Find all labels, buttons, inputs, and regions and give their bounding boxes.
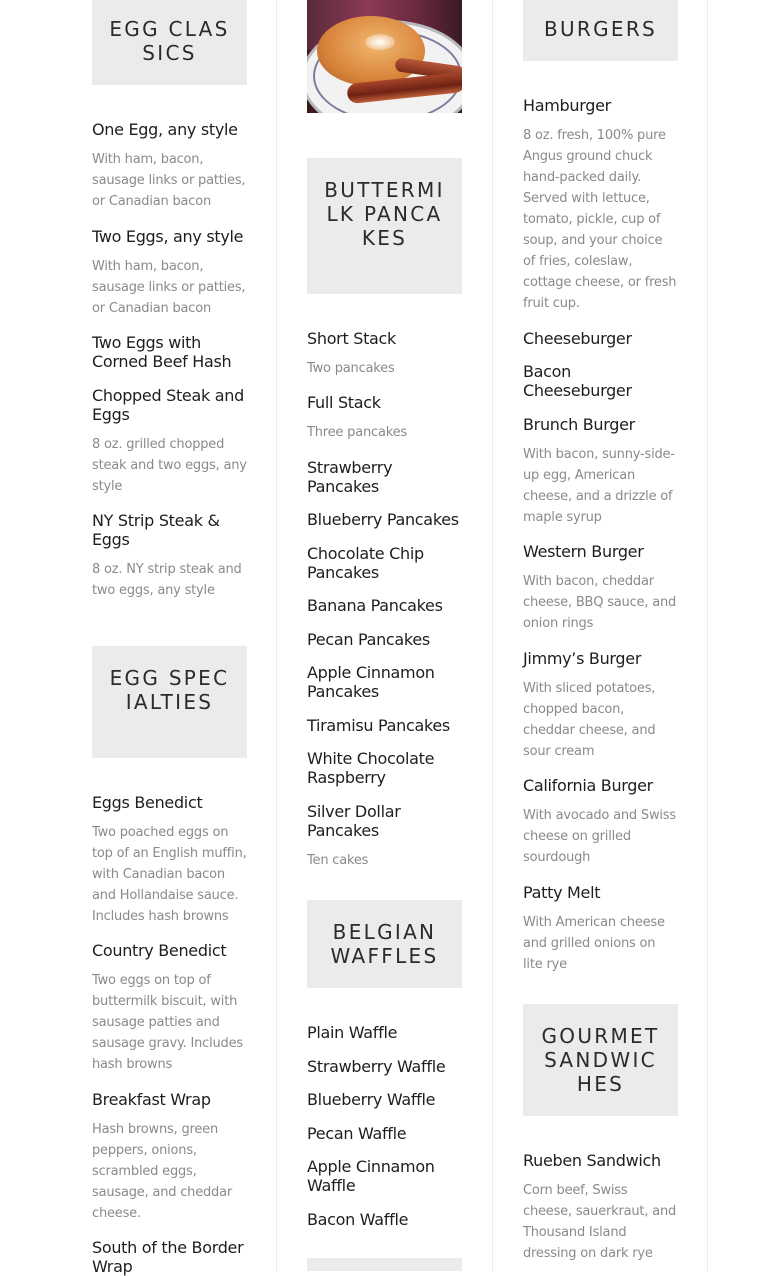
menu-item-desc: Two poached eggs on top of an English muffin, with Canadian bacon and Hollandaise sauce. Includes hash browns [92,825,247,924]
menu-item-desc: With bacon, sunny-side-up egg, American cheese, and a drizzle of maple syrup [523,447,675,525]
menu-item-name: Pecan Waffle [307,1124,407,1143]
menu-item-name: Cheeseburger [523,329,632,348]
menu-item-desc: With bacon, cheddar cheese, BBQ sauce, and onion rings [523,574,677,631]
menu-item-name: Bacon Waffle [307,1210,409,1229]
menu-item-name: Tiramisu Pancakes [307,716,450,735]
menu-item-name: Strawberry Pancakes [307,458,393,496]
menu-item-desc: 8 oz. fresh, 100% pure Angus ground chuck hand-packed daily. Served with lettuce, tomato, pickle, cup of soup, and your choice of fries, coleslaw, cottage cheese, or fresh fruit cup. [523,128,677,311]
menu-item-name: Bacon Cheeseburger [523,362,632,400]
menu-item-name: Chopped Steak and Eggs [92,386,244,424]
menu-item-desc: With sliced potatoes, chopped bacon, cheddar cheese, and sour cream [523,681,656,759]
menu-item-name: South of the Border Wrap [92,1238,244,1276]
menu-item-name: Country Benedict [92,941,227,960]
menu-item-desc: Two pancakes [307,361,395,376]
section-title-egg-classics: EGG CLASSICS [92,0,247,85]
section-title-box-partial [307,1258,462,1271]
menu-item-name: Short Stack [307,329,397,348]
menu-item-desc: With American cheese and grilled onions on lite rye [523,915,665,972]
menu-item-desc: Corn beef, Swiss cheese, sauerkraut, and Thousand Island dressing on dark rye [523,1183,677,1261]
menu-item-name: Rueben Sandwich [523,1151,661,1170]
pancake-photo [307,0,462,113]
column-divider [276,0,277,1271]
menu-item-name: One Egg, any style [92,120,238,139]
menu-item-name: Blueberry Waffle [307,1090,436,1109]
column-divider [492,0,493,1271]
menu-item-name: Silver Dollar Pancakes [307,802,401,840]
menu-item-desc: 8 oz. NY strip steak and two eggs, any style [92,562,242,598]
menu-item-desc: Two eggs on top of buttermilk biscuit, with sausage patties and sausage gravy. Includes hash browns [92,973,243,1072]
section-title-belgian-waffles: BELGIAN WAFFLES [307,900,462,988]
section-title-gourmet-sandwiches: GOURMET SANDWICHES [523,1004,678,1116]
menu-item-name: Full Stack [307,393,381,412]
section-title-buttermilk-pancakes: BUTTERMILK PANCAKES [307,158,462,294]
menu-item-desc: 8 oz. grilled chopped steak and two eggs, any style [92,437,247,494]
menu-item-name: California Burger [523,776,653,795]
menu-item-name: Brunch Burger [523,415,635,434]
menu-item-desc: Ten cakes [307,853,369,868]
menu-item-name: Two Eggs with Corned Beef Hash [92,333,232,371]
menu-item-name: Breakfast Wrap [92,1090,211,1109]
section-title-burgers: BURGERS [523,0,678,61]
menu-item-desc: With ham, bacon, sausage links or patties, or Canadian bacon [92,152,246,209]
menu-item-name: White Chocolate Raspberry [307,749,435,787]
section-title-egg-specialties: EGG SPECIALTIES [92,646,247,758]
menu-item-name: Patty Melt [523,883,601,902]
menu-item-name: Hamburger [523,96,611,115]
menu-item-name: Pecan Pancakes [307,630,430,649]
menu-item-desc: With ham, bacon, sausage links or patties, or Canadian bacon [92,259,246,316]
menu-item-name: Strawberry Waffle [307,1057,446,1076]
menu-item-name: Jimmy’s Burger [523,649,642,668]
menu-item-name: Two Eggs, any style [92,227,244,246]
menu-item-name: NY Strip Steak & Eggs [92,511,220,549]
menu-item-name: Banana Pancakes [307,596,443,615]
menu-item-desc: Hash browns, green peppers, onions, scrambled eggs, sausage, and cheddar cheese. [92,1122,233,1221]
menu-item-desc: With avocado and Swiss cheese on grilled sourdough [523,808,676,865]
menu-item-name: Apple Cinnamon Waffle [307,1157,435,1195]
menu-item-name: Chocolate Chip Pancakes [307,544,424,582]
menu-item-name: Western Burger [523,542,644,561]
menu-item-desc: Three pancakes [307,425,407,440]
menu-item-name: Apple Cinnamon Pancakes [307,663,435,701]
menu-item-name: Blueberry Pancakes [307,510,459,529]
column-divider [707,0,708,1271]
menu-item-name: Eggs Benedict [92,793,203,812]
menu-item-name: Plain Waffle [307,1023,398,1042]
